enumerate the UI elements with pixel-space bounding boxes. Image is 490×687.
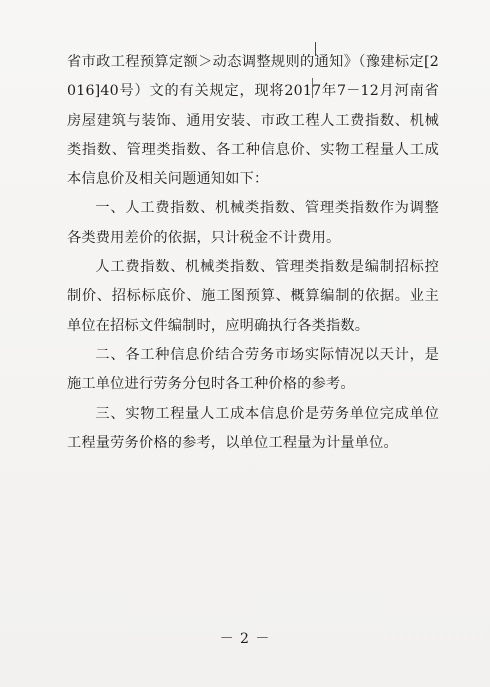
document-body	[67, 48, 439, 458]
paragraph-item-three: 三、实物工程量人工成本信息价是劳务单位完成单位工程量劳务价格的参考，以单位工程量为计量单位。	[67, 405, 439, 451]
paragraph-continuation: 省市政工程预算定额＞动态调整规则的通知》（豫建标定[2016]40号）文的有关规定，现将2017年7－12月河南省房屋建筑与装饰、通用安装、市政工程人工费指数、机械类指数、管理类指数、各工种信息价、实物工程量人工成本信息价及相关问题通知如下：	[67, 54, 439, 188]
paragraph-item-one: 一、人工费指数、机械类指数、管理类指数作为调整各类费用差价的依据，只计税金不计费用。	[67, 200, 439, 246]
paragraph-item-two: 二、各工种信息价结合劳务市场实际情况以天计，是施工单位进行劳务分包时各工种价格的参考。	[67, 346, 439, 393]
page-number: － 2 －	[219, 631, 271, 647]
paragraph-index-usage: 人工费指数、机械类指数、管理类指数是编制招标控制价、招标标底价、施工图预算、概算编制的依据。业主单位在招标文件编制时，应明确执行各类指数。	[67, 259, 439, 334]
